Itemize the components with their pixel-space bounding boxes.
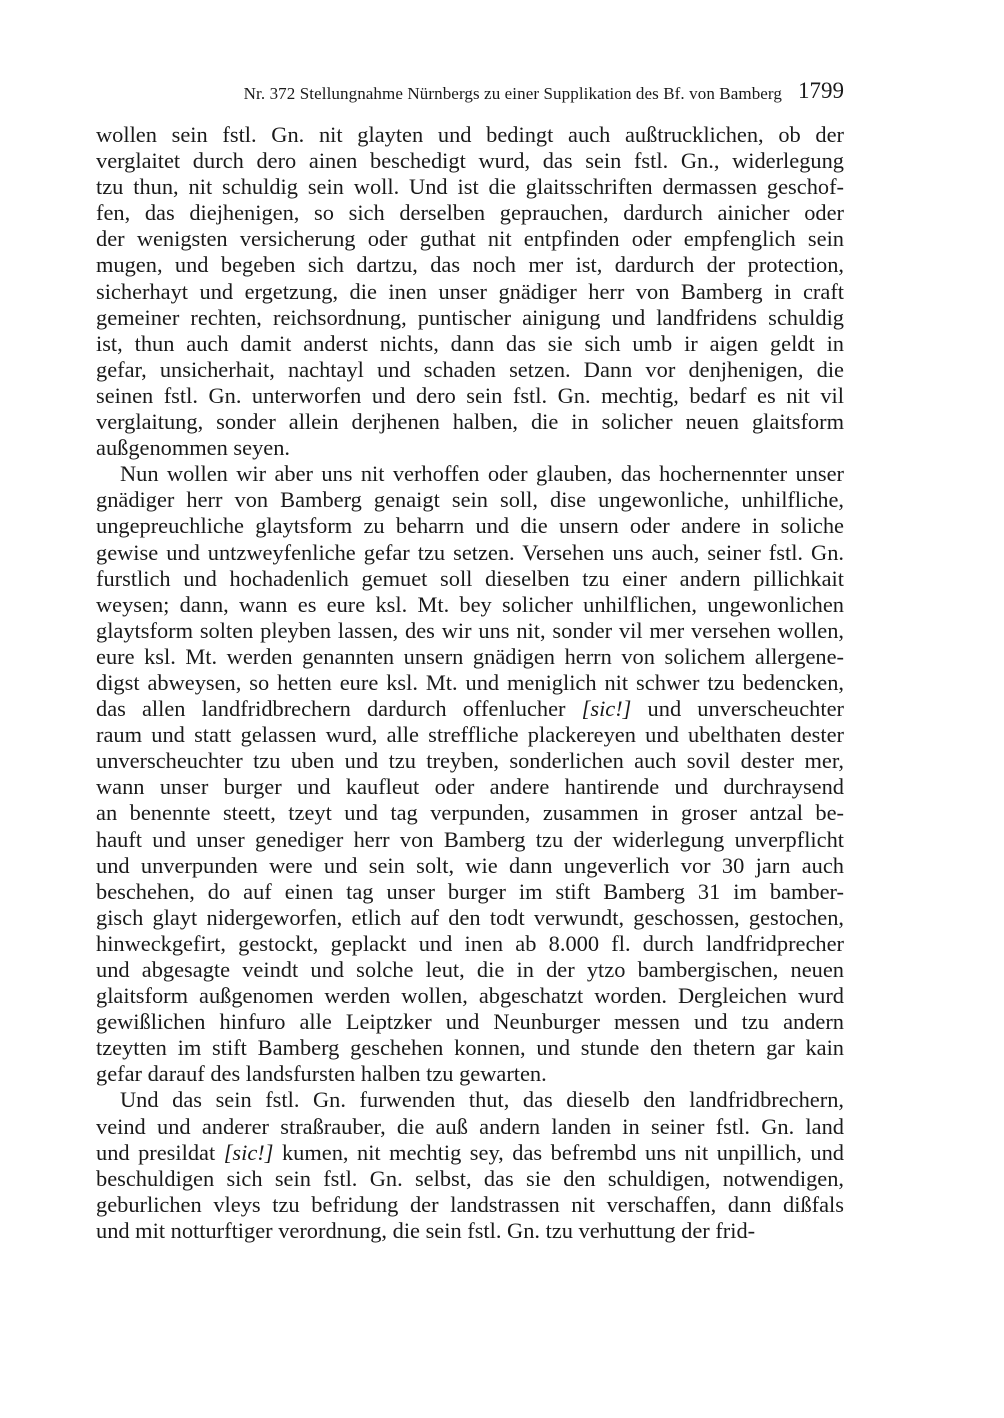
text-line	[96, 1218, 844, 1244]
text-line	[96, 200, 844, 226]
text-line	[96, 487, 844, 513]
text-line	[96, 1009, 844, 1035]
text-line	[96, 1140, 844, 1166]
text-line	[96, 226, 844, 252]
text-segment: an benennte steett, tzeyt und tag verpunden, zusammen in groser antzal be-	[96, 800, 844, 826]
text-segment: gefar darauf des landsfursten halben tzu gewarten.	[96, 1061, 547, 1087]
text-segment: fen, das diejhenigen, so sich derselben geprauchen, dardurch ainicher oder	[96, 200, 844, 226]
text-segment: digst abweysen, so hetten eure ksl. Mt. und meniglich nit schwer tzu bedencken,	[96, 669, 844, 695]
text-line	[96, 644, 844, 670]
text-segment: und presildat	[96, 1139, 224, 1165]
text-line	[96, 879, 844, 905]
text-segment: hauft und unser genediger herr von Bamberg tzu der widerlegung unverpflicht	[96, 826, 844, 852]
paragraph	[96, 461, 844, 1087]
text-segment: beschuldigen sich sein fstl. Gn. selbst, das sie den schuldigen, notwendigen,	[96, 1165, 844, 1191]
text-line	[96, 435, 844, 461]
text-segment: sicherhayt und ergetzung, die inen unser gnädiger herr von Bamberg in craft	[96, 278, 844, 304]
text-segment: verglaitung, sonder allein derjhenen halben, die in solicher neuen glaitsform	[96, 409, 844, 435]
text-line	[96, 122, 844, 148]
text-segment: weysen; dann, wann es eure ksl. Mt. bey solicher unhilflichen, ungewonlichen	[96, 591, 844, 617]
text-line	[96, 513, 844, 539]
text-line	[96, 592, 844, 618]
text-line	[96, 357, 844, 383]
paragraph	[96, 122, 844, 461]
text-line	[96, 383, 844, 409]
text-line	[96, 774, 844, 800]
text-line	[96, 305, 844, 331]
text-segment: Und das sein fstl. Gn. furwenden thut, das dieselb den landfridbrechern,	[120, 1087, 844, 1113]
text-segment: das allen landfridbrechern dardurch offenlucher	[96, 696, 582, 722]
text-line	[96, 800, 844, 826]
text-segment: ist, thun auch damit anderst nichts, dann das sie sich umb ir aigen geldt in	[96, 330, 844, 356]
text-line	[96, 174, 844, 200]
text-line	[96, 1035, 844, 1061]
text-line	[96, 748, 844, 774]
text-line	[96, 853, 844, 879]
text-segment: gefar, unsicherhait, nachtayl und schaden setzen. Dann vor denjhenigen, die	[96, 356, 844, 382]
text-segment: gisch glayt nidergeworfen, etlich auf den todt verwundt, geschossen, gestochen,	[96, 904, 844, 930]
text-line	[96, 540, 844, 566]
text-segment: Nun wollen wir aber uns nit verhoffen oder glauben, das hochernennter unser	[120, 461, 844, 487]
text-line	[96, 618, 844, 644]
text-segment: gemeiner rechten, reichsordnung, puntischer ainigung und landfridens schuldig	[96, 304, 844, 330]
text-segment: wollen sein fstl. Gn. nit glayten und bedingt auch außtrucklichen, ob der	[96, 122, 844, 147]
text-segment: tzeytten im stift Bamberg geschehen konnen, und stunde den thetern gar kain	[96, 1035, 844, 1061]
text-segment: geburlichen vleys tzu befridung der landstrassen nit verschaffen, dann dißfals	[96, 1191, 844, 1217]
paragraph	[96, 1087, 844, 1244]
text-segment: mugen, und begeben sich dartzu, das noch mer ist, dardurch der protection,	[96, 252, 844, 278]
text-segment: verglaitet durch dero ainen beschedigt wurd, das sein fstl. Gn., widerlegung	[96, 148, 844, 174]
body-text	[96, 122, 844, 1244]
text-line	[96, 279, 844, 305]
page-number: 1799	[798, 78, 844, 103]
text-line	[96, 1192, 844, 1218]
text-line	[96, 1087, 844, 1113]
text-segment: glaytsform solten pleyben lassen, des wir uns nit, sonder vil mer versehen wollen,	[96, 617, 844, 643]
text-segment: wann unser burger und kaufleut oder andere hantirende und durchraysend	[96, 774, 844, 800]
text-segment: hinweckgefirt, gestockt, geplackt und inen ab 8.000 fl. durch landfridprecher	[96, 930, 844, 956]
text-segment: tzu thun, nit schuldig sein woll. Und ist die glaitsschriften dermassen geschof-	[96, 174, 844, 200]
text-line	[96, 566, 844, 592]
text-line	[96, 1166, 844, 1192]
text-segment: furstlich und hochadenlich gemuet soll dieselben tzu einer andern pillichkait	[96, 565, 844, 591]
text-segment: glaitsform außgenomen werden wollen, abgeschatzt worden. Dergleichen wurd	[96, 983, 844, 1009]
text-segment: gewise und untzweyfenliche gefar tzu setzen. Versehen uns auch, seiner fstl. Gn.	[96, 539, 844, 565]
running-head	[96, 78, 844, 110]
text-segment: veind und anderer straßrauber, die auß andern landen in seiner fstl. Gn. land	[96, 1113, 844, 1139]
sic-annotation: [sic!]	[581, 696, 632, 722]
text-segment: ungepreuchliche glaytsform zu beharrn und die unsern oder andere in soliche	[96, 513, 844, 539]
text-segment: unverscheuchter tzu uben und tzu treyben, sonderlichen auch sovil dester mer,	[96, 748, 844, 774]
running-head-title: Nr. 372 Stellungnahme Nürnbergs zu einer Supplikation des Bf. von Bamberg	[243, 84, 782, 103]
text-segment: gnädiger herr von Bamberg genaigt sein soll, dise ungewonliche, unhilfliche,	[96, 487, 844, 513]
text-segment: und unverscheuchter	[631, 696, 844, 722]
text-line	[96, 1114, 844, 1140]
text-line	[96, 461, 844, 487]
text-line	[96, 931, 844, 957]
text-line	[96, 696, 844, 722]
text-segment: und unverpunden were und sein solt, wie dann ungeverlich vor 30 jarn auch	[96, 852, 844, 878]
text-segment: außgenommen seyen.	[96, 435, 290, 461]
text-line	[96, 722, 844, 748]
text-segment: eure ksl. Mt. werden genannten unsern gnädigen herrn von solichem allergene-	[96, 643, 844, 669]
text-segment: raum und statt gelassen wurd, alle streffliche plackereyen und ubelthaten dester	[96, 722, 844, 748]
text-segment: beschehen, do auf einen tag unser burger im stift Bamberg 31 im bamber-	[96, 878, 844, 904]
text-segment: seinen fstl. Gn. unterworfen und dero sein fstl. Gn. mechtig, bedarf es nit vil	[96, 382, 844, 408]
text-line	[96, 331, 844, 357]
text-segment: der wenigsten versicherung oder guthat nit entpfinden oder empfenglich sein	[96, 226, 844, 252]
text-line	[96, 905, 844, 931]
text-line	[96, 827, 844, 853]
text-segment: und abgesagte veindt und solche leut, die in der ytzo bambergischen, neuen	[96, 957, 844, 982]
text-line	[96, 983, 844, 1009]
sic-annotation: [sic!]	[223, 1139, 274, 1165]
text-line	[96, 409, 844, 435]
text-line	[96, 957, 844, 983]
text-line	[96, 148, 844, 174]
text-line	[96, 1061, 844, 1087]
text-segment: gewißlichen hinfuro alle Leiptzker und Neunburger messen und tzu andern	[96, 1009, 844, 1035]
text-line	[96, 670, 844, 696]
text-segment: kumen, nit mechtig sey, das befrembd uns nit unpillich, und	[273, 1139, 844, 1165]
text-line	[96, 252, 844, 278]
text-segment: und mit notturftiger verordnung, die sein fstl. Gn. tzu verhuttung der frid-	[96, 1217, 756, 1243]
